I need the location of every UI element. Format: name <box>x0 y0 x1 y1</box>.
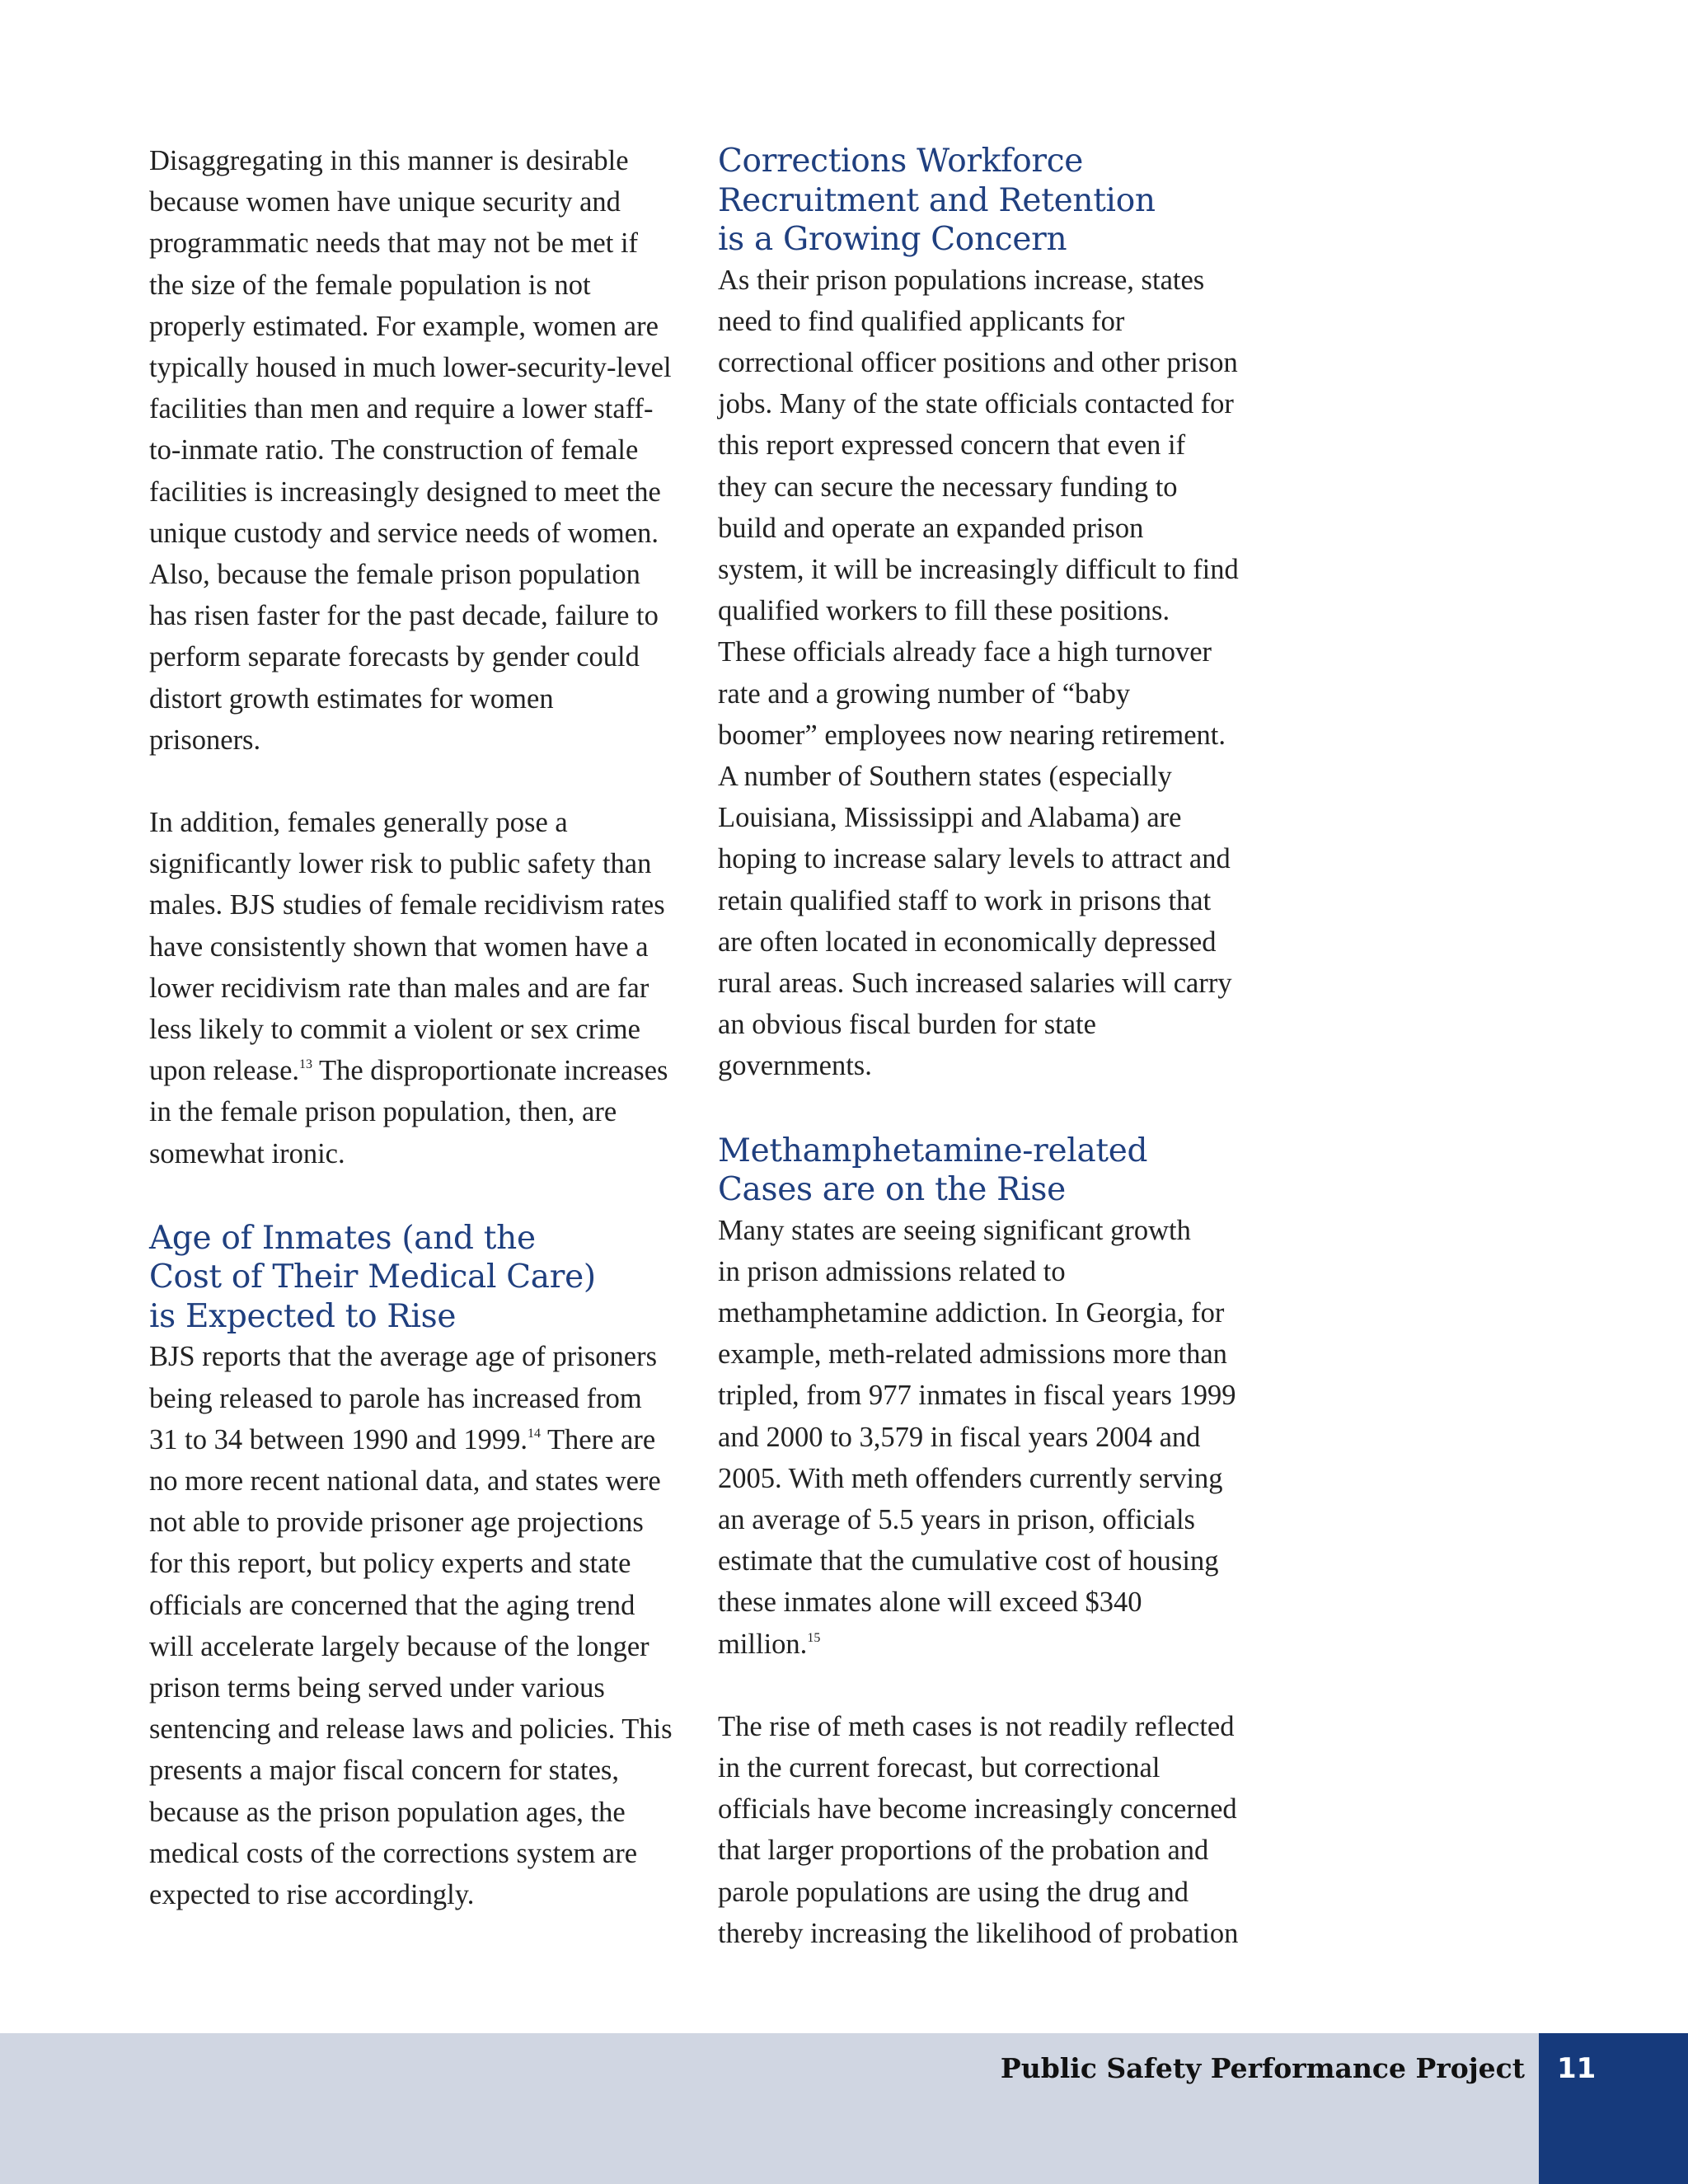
body-paragraph-meth-forecast: The rise of meth cases is not readily reflected in the current forecast, but correctional officials have become increasingly concerned that larger proportions of the probation and parole populations are using the drug and thereby increasing the likelihood of probation <box>718 1710 1239 1949</box>
body-paragraph-workforce: As their prison populations increase, states need to find qualified applicants for correctional officer positions and other prison jobs. Many of the state officials contacted for this report expressed concern that even if they can secure the necessary funding to build and operate an expanded prison system, it will be increasingly difficult to find qualified workers to fill these positions. These officials already face a high turnover rate and a growing number of “baby boomer” employees now nearing retirement. A number of Southern states (especially Louisiana, Mississippi and Alabama) are hoping to increase salary levels to attract and retain qualified staff to work in prisons that are often located in economically depressed rural areas. Such increased salaries will carry an obvious fiscal burden for state governments. <box>718 264 1239 1082</box>
section-heading-workforce: Corrections Workforce Recruitment and Retention is a Growing Concern <box>718 143 1156 258</box>
paragraph-text: The disproportionate increases in the female prison population, then, are somewhat ironic. <box>149 1055 668 1169</box>
footnote-ref-13: 13 <box>299 1057 313 1072</box>
body-paragraph-gender-forecast: Disaggregating in this manner is desirable because women have unique security and programmatic needs that may not be met if the size of the female population is not properly estimated. For example, women are typically housed in much lower-security-level facilities than men and require a lower staff- to-inmate ratio. The construction of female facilities is increasingly designed to meet the unique custody and service needs of women. Also, because the female prison population has risen faster for the past decade, failure to perform separate forecasts by gender could distort growth estimates for women prisoners. <box>149 145 672 756</box>
left-column <box>149 140 693 1915</box>
footnote-ref-14: 14 <box>527 1426 541 1441</box>
right-column <box>718 140 1270 1954</box>
paragraph-text: There are no more recent national data, and states were not able to provide prisoner age projections for this report, but policy experts and state officials are concerned that the aging trend will accelerate largely because of the longer prison terms being served under various sentencing and release laws and policies. This presents a major fiscal concern for states, because as the prison population ages, the medical costs of the corrections system are expected to rise accordingly. <box>149 1423 673 1911</box>
section-heading-age-of-inmates: Age of Inmates (and the Cost of Their Medical Care) is Expected to Rise <box>149 1219 596 1335</box>
page-number: 11 <box>1557 2052 1597 2085</box>
body-paragraph-aging-trend <box>149 1336 693 1915</box>
footnote-ref-15: 15 <box>807 1630 821 1645</box>
paragraph-text: Many states are seeing significant growth in prison admissions related to methamphetamine addiction. In Georgia, for example, meth-related admissions more than tripled, from 977 inmates in fiscal years 1999 and 2000 to 3,579 in fiscal years 2004 and 2005. With meth offenders currently serving an average of 5.5 years in prison, officials estimate that the cumulative cost of housing these inmates alone will exceed $340 million. <box>718 1214 1236 1660</box>
body-paragraph-meth-growth <box>718 1210 1270 1665</box>
section-heading-methamphetamine: Methamphetamine-related Cases are on the Rise <box>718 1132 1148 1209</box>
paragraph-text: In addition, females generally pose a significantly lower risk to public safety than males. BJS studies of female recidivism rates have consistently shown that women have a lower recidivism rate than males and are far less likely to commit a violent or sex crime upon release. <box>149 807 665 1087</box>
body-paragraph-female-risk <box>149 802 693 1174</box>
footer-title: Public Safety Performance Project <box>1000 2052 1525 2084</box>
paragraph-text: BJS reports that the average age of prisoners being released to parole has increased from 31 to 34 between 1990 and 1999. <box>149 1341 658 1455</box>
